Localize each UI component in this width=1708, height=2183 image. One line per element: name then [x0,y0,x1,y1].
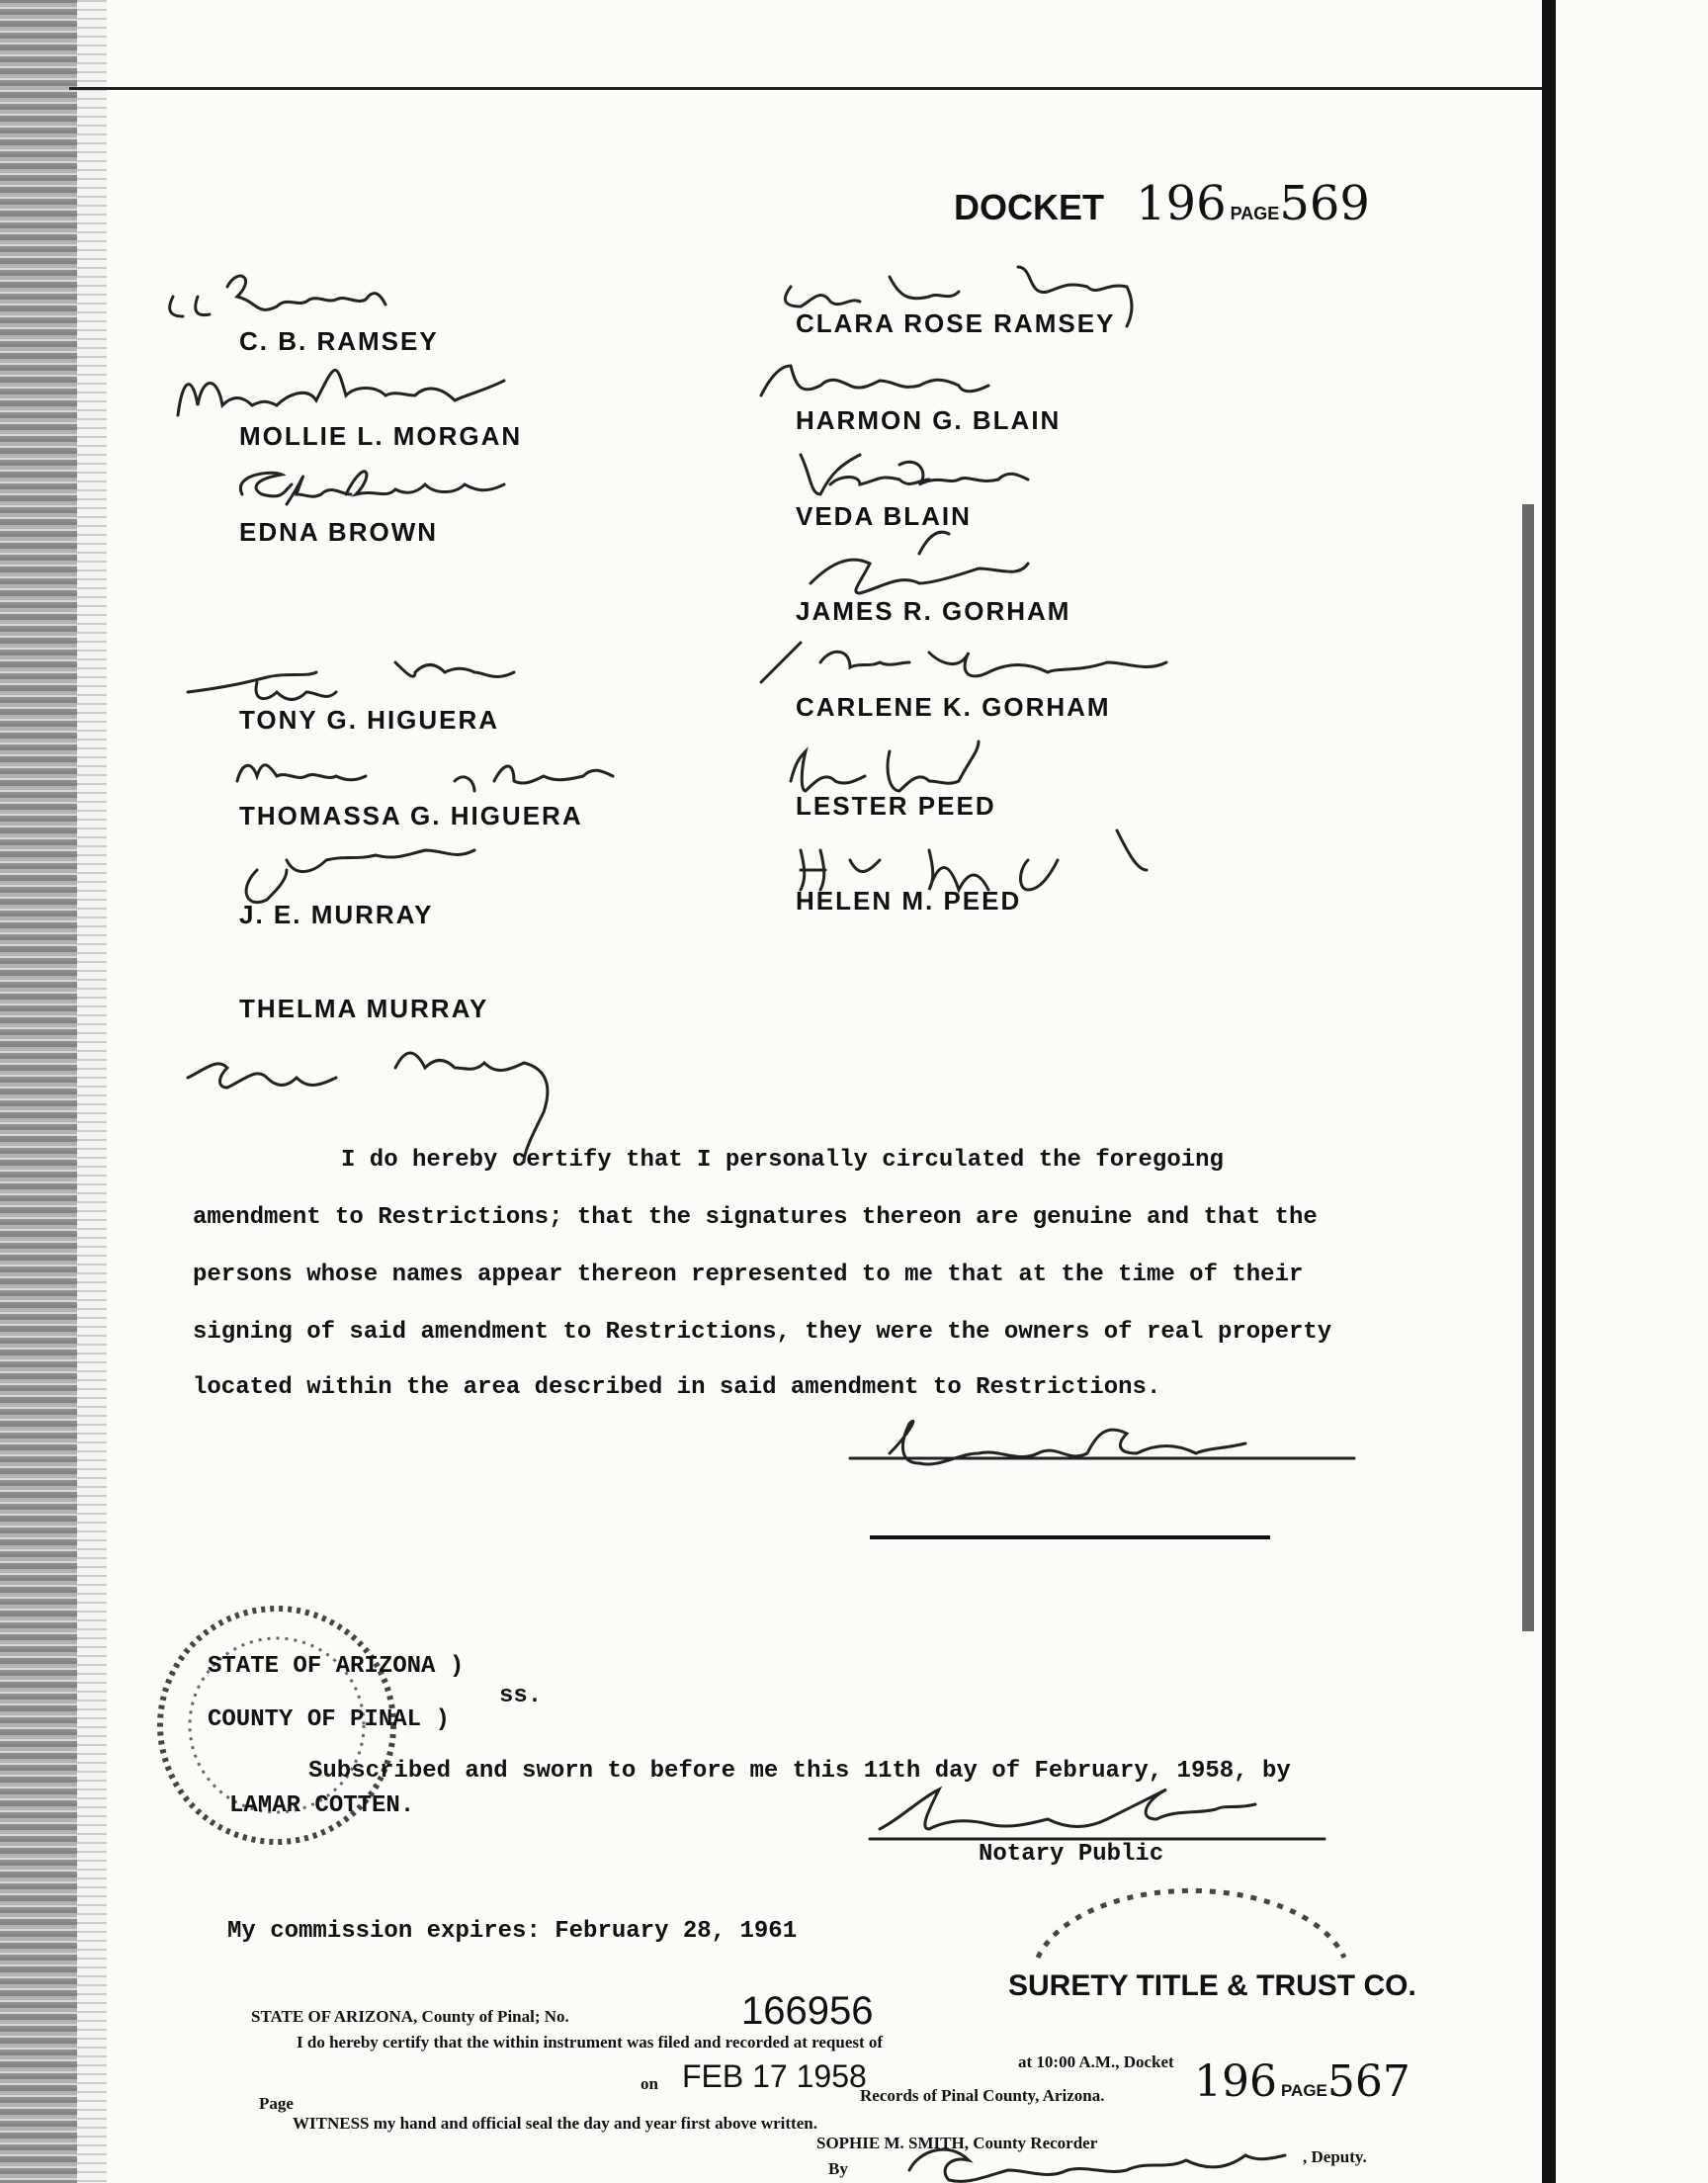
signature-notary [870,1790,1324,1839]
signature-lester-peed [791,742,979,791]
signature-veda-blain [801,455,1028,494]
recording-witness-line: WITNESS my hand and official seal the day and year first above written. [293,2114,817,2133]
signature-tony-higuera [188,662,514,700]
docket-label: DOCKET [954,187,1104,227]
recorder-stamp [1028,1859,1354,1967]
signature-helen-peed [801,830,1147,890]
page-number: 569 [1279,176,1370,231]
recording-request-party: SURETY TITLE & TRUST CO. [1008,1969,1416,2002]
venue-ss: ss. [499,1683,543,1709]
certification-line: I do hereby certify that I personally circulated the foregoing [341,1147,1224,1174]
recording-certify-line: I do hereby certify that the within instrument was filed and recorded at request of [297,2033,884,2052]
signer-name-left: MOLLIE L. MORGAN [239,421,523,451]
recording-records-line: Records of Pinal County, Arizona. [860,2086,1105,2105]
signer-name-right: VEDA BLAIN [796,501,972,531]
signer-name-right: CARLENE K. GORHAM [796,692,1111,722]
signer-name-right: HELEN M. PEED [796,886,1022,916]
recording-docket-number: 196 [1194,2056,1277,2107]
signer-name-right: LESTER PEED [796,791,996,821]
signature-thomassa-higuera [237,765,613,791]
signer-name-left: TONY G. HIGUERA [239,705,500,735]
venue-state: STATE OF ARIZONA ) [208,1653,465,1680]
recording-number: 166956 [741,1989,874,2033]
certification-line: signing of said amendment to Restrictions, they were the owners of real property [193,1319,1332,1346]
signer-name-right: CLARA ROSE RAMSEY [796,308,1116,338]
venue-county: COUNTY OF PINAL ) [208,1706,450,1733]
recording-by-label: By [828,2159,848,2178]
recording-page-label: PAGE [1280,2081,1327,2100]
signature-harmon-blain [761,366,988,395]
recording-recorder-name: SOPHIE M. SMITH, County Recorder [816,2134,1098,2152]
sworn-by-name: LAMAR COTTEN. [229,1792,415,1819]
recording-time: at 10:00 A.M., Docket [1018,2052,1174,2071]
signer-name-left: C. B. RAMSEY [239,326,439,356]
recording-page-number: 567 [1326,2056,1410,2107]
signature-thelma-murray [188,1053,548,1162]
signer-name-left: THOMASSA G. HIGUERA [239,801,583,830]
recording-docket-page [1194,2056,1410,2107]
signature-mollie-morgan [178,370,504,415]
signer-name-left: THELMA MURRAY [239,994,489,1023]
signer-name-right: HARMON G. BLAIN [796,405,1062,435]
certification-line: amendment to Restrictions; that the signatures thereon are genuine and that the [193,1204,1318,1231]
recording-page-label-left: Page [259,2094,294,2113]
recording-state-line: STATE OF ARIZONA, County of Pinal; No. [251,2007,569,2026]
signer-name-left: EDNA BROWN [239,517,439,547]
recording-date: FEB 17 1958 [682,2058,867,2094]
sworn-statement: Subscribed and sworn to before me this 11th day of February, 1958, by [308,1758,1291,1785]
recording-deputy-label: , Deputy. [1303,2147,1367,2166]
signer-name-left: J. E. MURRAY [239,900,434,929]
signature-deputy [909,2149,1285,2181]
notary-title: Notary Public [979,1841,1164,1868]
recording-on-label: on [640,2074,658,2093]
signature-lamar-cotten [850,1421,1354,1464]
certification-line: located within the area described in said amendment to Restrictions. [193,1374,1161,1401]
signature-carlene-gorham [761,643,1166,682]
docket-number: 196 [1136,176,1227,231]
signer-name-right: JAMES R. GORHAM [796,596,1071,626]
certification-line: persons whose names appear thereon represented to me that at the time of their [193,1262,1304,1288]
signature-je-murray [246,850,474,903]
page-label: PAGE [1230,204,1280,223]
signature-james-gorham [811,532,1028,593]
signature-edna-brown [240,472,504,504]
commission-expiry: My commission expires: February 28, 1961 [227,1918,798,1945]
signature-cb-ramsey [170,276,385,316]
